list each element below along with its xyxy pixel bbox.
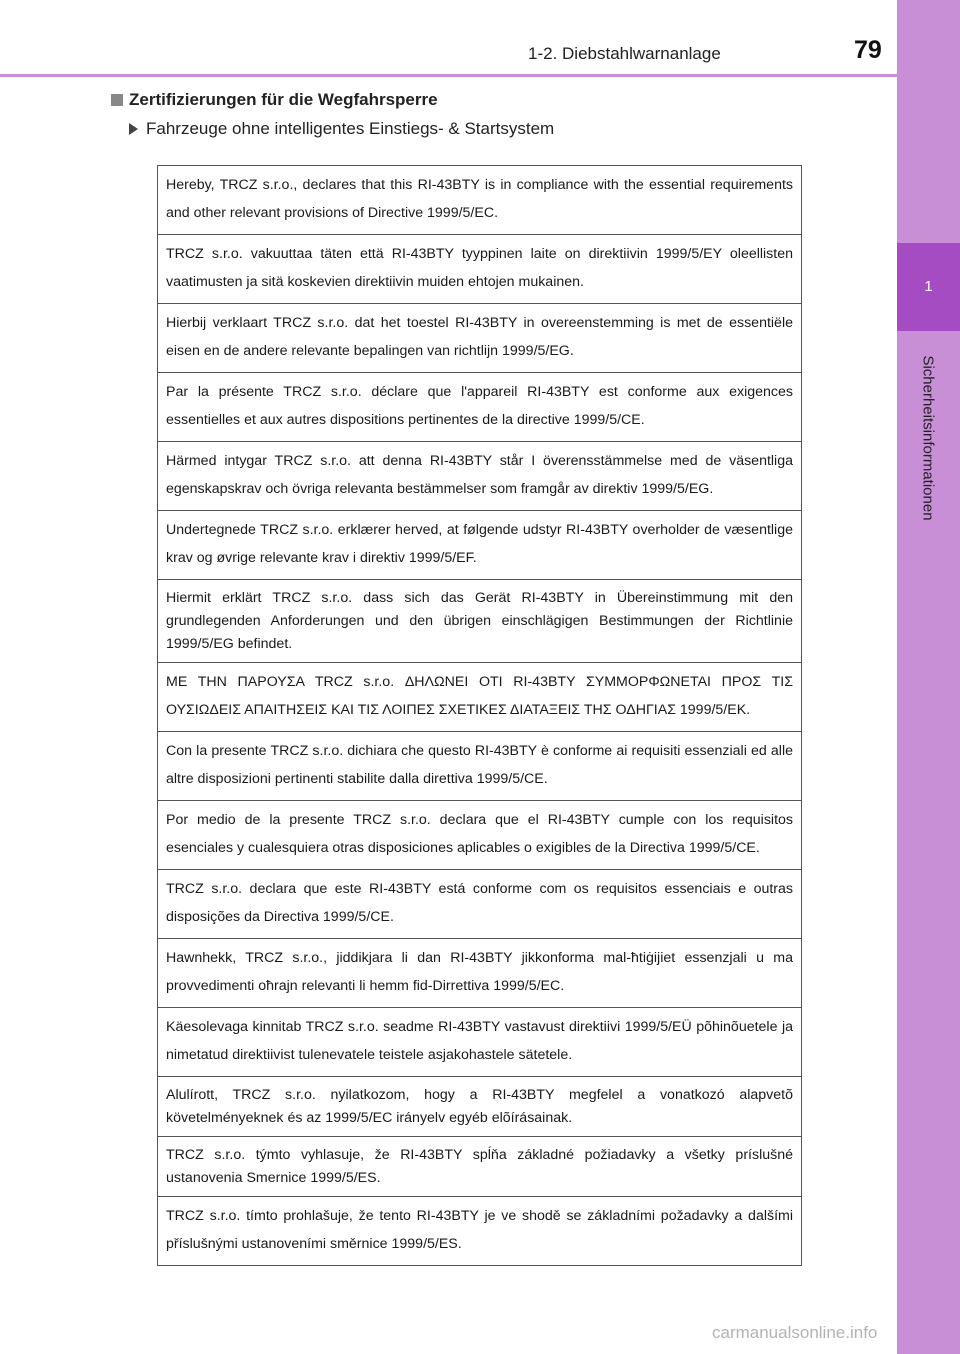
table-row bbox=[158, 801, 802, 870]
watermark: carmanualsonline.info bbox=[712, 1323, 878, 1342]
table-row bbox=[158, 870, 802, 939]
declaration-maltese: Hawnhekk, TRCZ s.r.o., jiddikjara li dan RI-43BTY jikkonforma mal-ħtiġijiet essenzjali u ma provvedimenti oħrajn relevanti li hemm fid-Dirrettiva 1999/5/EC. bbox=[158, 939, 802, 1008]
side-tab bbox=[897, 0, 960, 1354]
declaration-finnish: TRCZ s.r.o. vakuuttaa täten että RI-43BTY tyyppinen laite on direktiivin 1999/5/EY oleellisten vaatimusten ja sitä koskevien direktiivin muiden ehtojen mukainen. bbox=[158, 235, 802, 304]
header-section-title: 1-2. Diebstahlwarnanlage bbox=[528, 44, 721, 63]
table-row bbox=[158, 1137, 802, 1197]
declaration-german: Hiermit erklärt TRCZ s.r.o. dass sich das Gerät RI-43BTY in Übereinstimmung mit den grundlegenden Anforderungen und den übrigen einschlägigen Bestimmungen der Richtlinie 1999/5/EG befindet. bbox=[158, 580, 802, 663]
declaration-danish: Undertegnede TRCZ s.r.o. erklærer herved, at følgende udstyr RI-43BTY overholder de væsentlige krav og øvrige relevante krav i direktiv 1999/5/EF. bbox=[158, 511, 802, 580]
table-row bbox=[158, 663, 802, 732]
table-row bbox=[158, 1008, 802, 1077]
table-row bbox=[158, 235, 802, 304]
arrow-right-icon bbox=[129, 123, 138, 135]
table-row bbox=[158, 732, 802, 801]
declaration-english: Hereby, TRCZ s.r.o., declares that this RI-43BTY is in compliance with the essential requirements and other relevant provisions of Directive 1999/5/EC. bbox=[158, 166, 802, 235]
table-row bbox=[158, 511, 802, 580]
section-subheading bbox=[129, 119, 554, 139]
declaration-swedish: Härmed intygar TRCZ s.r.o. att denna RI-43BTY står I överensstämmelse med de väsentliga egenskapskrav och övriga relevanta bestämmelser som framgår av direktiv 1999/5/EG. bbox=[158, 442, 802, 511]
table-row bbox=[158, 442, 802, 511]
square-bullet-icon bbox=[111, 94, 123, 106]
declaration-spanish: Por medio de la presente TRCZ s.r.o. declara que el RI-43BTY cumple con los requisitos esenciales y cualesquiera otras disposiciones aplicables o exigibles de la Directiva 1999/5/CE. bbox=[158, 801, 802, 870]
section-heading-text: Zertifizierungen für die Wegfahrsperre bbox=[129, 90, 438, 109]
page-number: 79 bbox=[854, 36, 882, 64]
declaration-dutch: Hierbij verklaart TRCZ s.r.o. dat het toestel RI-43BTY in overeenstemming is met de essentiële eisen en de andere relevante bepalingen van richtlijn 1999/5/EG. bbox=[158, 304, 802, 373]
declaration-greek: ΜΕ ΤΗΝ ΠΑΡΟΥΣΑ TRCZ s.r.o. ΔΗΛΩΝΕΙ ΟΤΙ RI-43BTY ΣΥΜΜΟΡΦΩΝΕΤΑΙ ΠΡΟΣ ΤΙΣ ΟΥΣΙΩΔΕΙΣ ΑΠΑΙΤΗΣΕΙΣ ΚΑΙ ΤΙΣ ΛΟΙΠΕΣ ΣΧΕΤΙΚΕΣ ΔΙΑΤΑΞΕΙΣ ΤΗΣ ΟΔΗΓΙΑΣ 1999/5/ΕΚ. bbox=[158, 663, 802, 732]
declaration-hungarian: Alulírott, TRCZ s.r.o. nyilatkozom, hogy a RI-43BTY megfelel a vonatkozó alapvetõ követelményeknek és az 1999/5/EC irányelv egyéb elõírásainak. bbox=[158, 1077, 802, 1137]
declaration-portuguese: TRCZ s.r.o. declara que este RI-43BTY está conforme com os requisitos essenciais e outras disposições da Directiva 1999/5/CE. bbox=[158, 870, 802, 939]
table-row bbox=[158, 1197, 802, 1266]
declaration-slovak: TRCZ s.r.o. týmto vyhlasuje, že RI-43BTY spĺňa základné požiadavky a všetky príslušné ustanovenia Smernice 1999/5/ES. bbox=[158, 1137, 802, 1197]
side-tab-label: Sicherheitsinformationen bbox=[919, 355, 937, 521]
section-subheading-text: Fahrzeuge ohne intelligentes Einstiegs- & Startsystem bbox=[146, 119, 555, 138]
table-row bbox=[158, 304, 802, 373]
header-rule bbox=[0, 74, 897, 77]
table-row bbox=[158, 580, 802, 663]
declarations-table bbox=[157, 165, 802, 1266]
declaration-estonian: Käesolevaga kinnitab TRCZ s.r.o. seadme RI-43BTY vastavust direktiivi 1999/5/EÜ põhinõuetele ja nimetatud direktiivist tulenevatele teistele asjakohastele sätetele. bbox=[158, 1008, 802, 1077]
table-row bbox=[158, 939, 802, 1008]
declaration-french: Par la présente TRCZ s.r.o. déclare que l'appareil RI-43BTY est conforme aux exigences essentielles et aux autres dispositions pertinentes de la directive 1999/5/CE. bbox=[158, 373, 802, 442]
table-row bbox=[158, 373, 802, 442]
section-heading bbox=[111, 90, 438, 110]
table-row bbox=[158, 166, 802, 235]
table-row bbox=[158, 1077, 802, 1137]
declaration-czech: TRCZ s.r.o. tímto prohlašuje, že tento RI-43BTY je ve shodě se základními požadavky a dalšími příslušnými ustanoveními směrnice 1999/5/ES. bbox=[158, 1197, 802, 1266]
declaration-italian: Con la presente TRCZ s.r.o. dichiara che questo RI-43BTY è conforme ai requisiti essenziali ed alle altre disposizioni pertinenti stabilite dalla direttiva 1999/5/CE. bbox=[158, 732, 802, 801]
side-tab-number: 1 bbox=[924, 278, 933, 295]
